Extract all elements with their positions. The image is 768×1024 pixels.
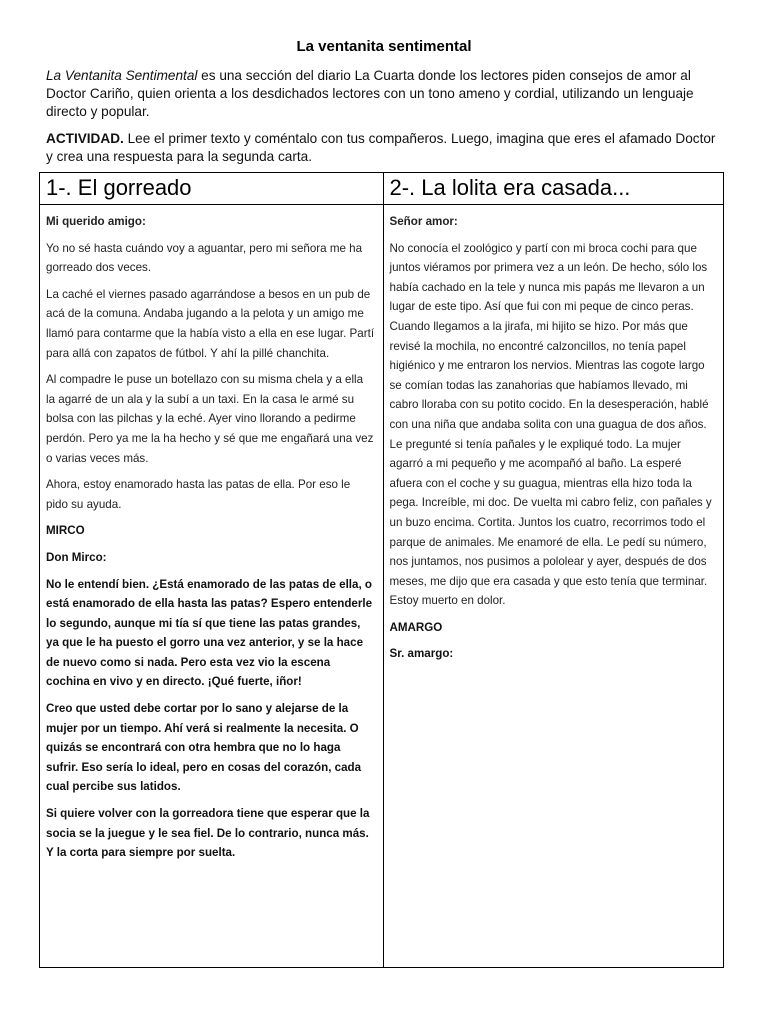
reply-greeting: Sr. amargo: (389, 647, 454, 661)
section-name: La Ventanita Sentimental (46, 68, 198, 83)
reply-paragraph: No le entendí bien. ¿Está enamorado de las patas de ella, o está enamorado de ella hasta las patas? Espero entenderle lo segundo, aunque mi tía sí que tiene las patas grandes, ya que le ha puesto el gorro una vez anterior, y se la hace de nuevo como si nada. Pero esta vez vio la escena cochina en vivo y en directo. ¡Qué fuerte, iñor! (46, 577, 373, 689)
reply-paragraph: Si quiere volver con la gorreadora tiene que esperar que la socia se la juegue y le sea fiel. De lo contrario, nunca más. Y la corta para siempre por suelta. (46, 807, 370, 860)
letter-paragraph: Al compadre le puse un botellazo con su misma chela y a ella la agarré de un ala y la subí a un taxi. En la casa le armé su bolsa con las pilchas y la eché. Ayer vino llorando a pedirme perdón. Pero ya me la ha hecho y sé que me engañará una vez o varias veces más. (46, 373, 374, 465)
letter-column-2 (383, 173, 724, 967)
letters-table (39, 172, 724, 968)
intro (46, 67, 726, 166)
letter-greeting: Mi querido amigo: (46, 215, 146, 228)
column-heading-1: 1-. El gorreado (40, 174, 383, 205)
column-body-1 (46, 205, 375, 863)
letter-paragraph: La caché el viernes pasado agarrándose a besos en un pub de acá de la comuna. Andaba jugando a la pelota y un amigo me llamó para contarme que la había visto a ella en ese lugar. Partí para allá con zapatos de fútbol. Y ahí la pillé chanchita. (46, 287, 375, 360)
intro-paragraph (46, 67, 726, 121)
activity-paragraph (46, 130, 726, 166)
letter-paragraph: Yo no sé hasta cuándo voy a aguantar, pero mi señora me ha gorreado dos veces. (46, 241, 363, 275)
intro-text: es una sección del diario La Cuarta donde los lectores piden consejos de amor al Doctor Cariño, quien orienta a los desdichados lectores con un tono ameno y cordial, utilizando un lenguaje directo y popular. (46, 68, 694, 119)
letter-column-1 (40, 173, 383, 967)
letter-paragraph: Ahora, estoy enamorado hasta las patas de ella. Por eso le pido su ayuda. (46, 478, 351, 511)
letter-paragraph: No conocía el zoológico y partí con mi broca cochi para que juntos viéramos por primera vez a un león. De hecho, sólo los había cachado en la tele y nunca mis papás me llevaron a un lugar de este tipo. Así que fui con mi peque de cinco peras. Cuando llegamos a la jirafa, mi hijito se hizo. Por más que revisé la mochila, no encontré calzoncillos, no tenía papel higiénico y me entraron los nervios. Mientras las cogote largo se comían todas las zanahorias que habíamos llevado, mi cabro lloraba con su potito cocido. En la desesperación, hablé con una niña que andaba solita con una guagua de dos años. Le pregunté si tenía pañales y le expliqué todo. La mujer agarró a mi pequeño y me acompañó al baño. La esperé afuera con el coche y su guagua, mientras ella hizo toda la pega. Increíble, mi doc. De vuelta mi cabro feliz, con pañales y un buzo encima. Cortita. Juntos los cuatro, recorrimos todo el parque de animales. Me enamoré de ella. Le pedí su número, nos juntamos, nos pusimos a pololear y ayer, después de dos meses, me dijo que era casada y que esto tenía que terminar. Estoy muerto en dolor. (389, 241, 712, 608)
letter-greeting: Señor amor: (389, 215, 458, 228)
letter-signature: AMARGO (389, 620, 443, 634)
column-heading-2: 2-. La lolita era casada... (384, 174, 724, 205)
page-title: La ventanita sentimental (296, 38, 472, 55)
activity-label: ACTIVIDAD. (46, 131, 124, 146)
column-body-2 (390, 205, 716, 664)
reply-paragraph: Creo que usted debe cortar por lo sano y alejarse de la mujer por un tiempo. Ahí verá si realmente la necesita. O quizás se encontrará con otra hembra que no lo haga sufrir. Eso sería lo ideal, pero en cosas del corazón, cada cual percibe sus latidos. (46, 702, 362, 794)
activity-text: Lee el primer texto y coméntalo con tus compañeros. Luego, imagina que eres el afamado Doctor y crea una respuesta para la segunda carta. (46, 131, 716, 164)
reply-greeting: Don Mirco: (46, 550, 107, 564)
letter-signature: MIRCO (46, 524, 85, 538)
